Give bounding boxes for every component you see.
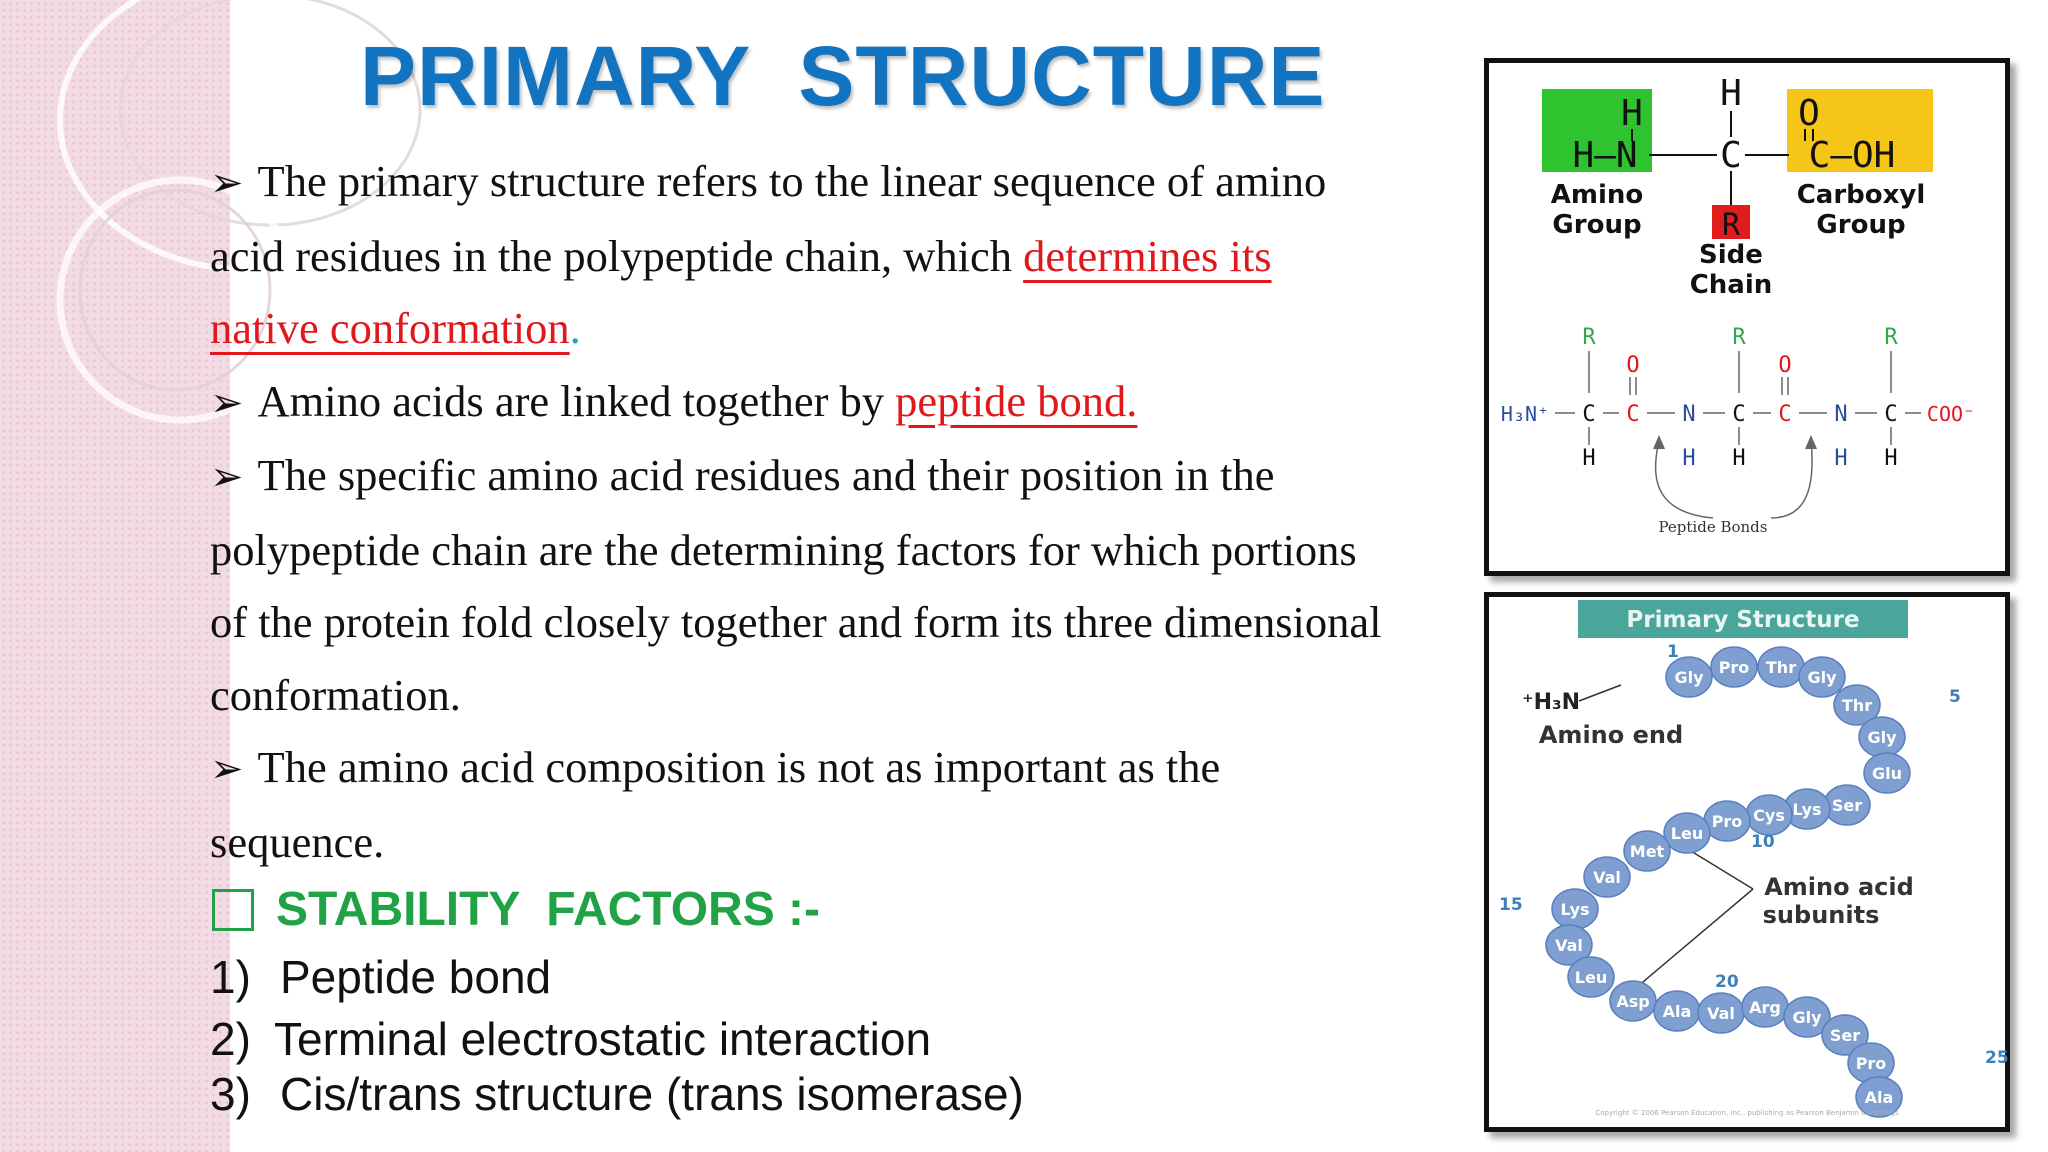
amino-acid-bead-label: Thr	[1841, 696, 1873, 715]
amino-acid-svg	[1489, 63, 2005, 571]
amino-acid-bead	[1610, 981, 1656, 1021]
amino-acid-bead-label: Ala	[1864, 1088, 1894, 1107]
factor-2: 2) Terminal electrostatic interaction	[210, 1013, 932, 1065]
subunits-label-2: subunits	[1762, 901, 1880, 929]
amino-acid-bead	[1758, 647, 1804, 687]
carboxyl-group-label: Carboxyl	[1796, 180, 1926, 210]
amino-acid-bead-label: Glu	[1871, 764, 1903, 783]
amino-acid-bead-label: Ala	[1662, 1002, 1692, 1021]
amino-acid-bead-label: Val	[1555, 936, 1583, 955]
nh-n: H–N	[1572, 135, 1638, 176]
peptide-o-2: O	[1778, 353, 1792, 378]
peptide-n-term: H₃N⁺	[1500, 402, 1550, 426]
arrow-bullet-icon: ➢	[210, 746, 244, 792]
amino-acid-bead	[1664, 813, 1710, 853]
side-chain-label-2: Chain	[1689, 270, 1773, 300]
amino-acid-bead	[1624, 831, 1670, 871]
amino-acid-bead-label: Thr	[1765, 658, 1797, 677]
peptide-c-1: C	[1582, 402, 1596, 427]
amino-acid-bead-label: Arg	[1749, 998, 1781, 1017]
amino-acid-bead-label: Leu	[1574, 968, 1608, 987]
peptide-c-2: C	[1626, 402, 1640, 427]
amino-acid-bead	[1864, 753, 1910, 793]
bullet-3	[210, 439, 1390, 731]
amino-acid-bead	[1552, 889, 1598, 929]
position-number-20: 20	[1715, 972, 1739, 992]
nh-h: H	[1621, 93, 1643, 134]
arrow-bullet-icon: ➢	[210, 160, 244, 206]
stability-heading-text: STABILITY FACTORS :-	[276, 883, 821, 936]
amino-acid-diagram	[1484, 58, 2010, 576]
peptide-r-1: R	[1582, 325, 1596, 350]
peptide-n-1: N	[1682, 402, 1696, 427]
amino-acid-bead	[1848, 1043, 1894, 1083]
amino-acid-bead-label: Lys	[1560, 900, 1590, 919]
peptide-r-2: R	[1732, 325, 1746, 350]
amino-acid-bead-label: Val	[1707, 1004, 1735, 1023]
peptide-r-3: R	[1884, 325, 1898, 350]
peptide-h-2: H	[1682, 446, 1696, 471]
carbonyl-o: O	[1798, 93, 1820, 134]
peptide-c-term: COO⁻	[1926, 402, 1976, 426]
peptide-h-5: H	[1884, 446, 1898, 471]
factor-1: 1) Peptide bond	[210, 951, 552, 1003]
amino-acid-bead-label: Pro	[1855, 1054, 1887, 1073]
bullet-4-text: The amino acid composition is not as important as the sequence.	[210, 742, 1221, 867]
amino-acid-bead	[1742, 987, 1788, 1027]
bullet-1-highlight: determines its native conformation	[210, 230, 1272, 353]
amino-acid-bead-label: Gly	[1792, 1008, 1822, 1027]
peptide-o-1: O	[1626, 353, 1640, 378]
carboxyl-coh: C–OH	[1808, 135, 1896, 176]
amino-acid-bead-label: Met	[1629, 842, 1665, 861]
page-title: PRIMARY STRUCTURE	[360, 29, 1326, 123]
amino-acid-bead	[1824, 785, 1870, 825]
peptide-bonds-caption: Peptide Bonds	[1658, 518, 1768, 536]
amino-acid-bead	[1711, 647, 1757, 687]
alpha-c: C	[1720, 135, 1742, 176]
stability-heading	[212, 882, 820, 937]
primary-structure-diagram	[1484, 592, 2010, 1132]
factor-3: 3) Cis/trans structure (trans isomerase)	[210, 1068, 1024, 1120]
amino-acid-bead-label: Asp	[1616, 992, 1650, 1011]
peptide-h-4: H	[1834, 446, 1848, 471]
amino-acid-bead-label: Ser	[1829, 1026, 1861, 1045]
position-number-1: 1	[1667, 642, 1679, 662]
primary-structure-svg	[1489, 597, 2009, 1127]
bullet-3-text: The specific amino acid residues and their position in the polypeptide chain are the determining factors for which portions of the protein fold closely together and form its three dimensional conformation.	[210, 450, 1382, 720]
peptide-n-2: N	[1834, 402, 1848, 427]
peptide-h-1: H	[1582, 446, 1596, 471]
arrow-bullet-icon: ➢	[210, 379, 244, 426]
amino-acid-bead	[1654, 991, 1700, 1031]
subunits-label: Amino acid	[1764, 873, 1914, 901]
carboxyl-group-label-2: Group	[1816, 210, 1906, 240]
amino-acid-bead-label: Gly	[1807, 668, 1837, 687]
bullet-2-text: Amino acids are linked together by	[257, 375, 896, 426]
amino-acid-bead-label: Ser	[1831, 796, 1863, 815]
peptide-c-5: C	[1884, 402, 1898, 427]
amino-acid-bead	[1698, 993, 1744, 1033]
amino-acid-bead-label: Cys	[1753, 806, 1785, 825]
amino-acid-bead-label: Val	[1593, 868, 1621, 887]
peptide-h-3: H	[1732, 446, 1746, 471]
amino-acid-bead-label: Pro	[1718, 658, 1750, 677]
bullet-1	[210, 145, 1390, 365]
amino-acid-bead-label: Gly	[1867, 728, 1897, 747]
bullet-4	[210, 731, 1390, 878]
amino-acid-bead-label: Gly	[1674, 668, 1704, 687]
position-number-15: 15	[1499, 895, 1523, 915]
structure-header: Primary Structure	[1626, 607, 1860, 633]
copyright-note: Copyright © 2006 Pearson Education, Inc., publishing as Pearson Benjamin Cummings	[1595, 1109, 1899, 1117]
amino-acid-bead	[1666, 657, 1712, 697]
bullet-1-text: The primary structure refers to the linear sequence of amino acid residues in the polypeptide chain, which	[210, 156, 1327, 281]
amino-end-formula: ⁺H₃N	[1521, 690, 1581, 715]
checkbox-square-icon	[212, 889, 254, 931]
side-chain-label: Side	[1699, 240, 1763, 270]
amino-acid-bead	[1568, 957, 1614, 997]
peptide-c-3: C	[1732, 402, 1746, 427]
amino-acid-bead	[1799, 657, 1845, 697]
body-text	[210, 145, 1390, 878]
bullet-1-end: .	[569, 303, 581, 353]
bullet-2	[210, 365, 1390, 440]
amino-acid-bead-label: Lys	[1792, 800, 1822, 819]
amino-acid-bead	[1859, 717, 1905, 757]
amino-acid-bead	[1584, 857, 1630, 897]
amino-end-label: Amino end	[1538, 721, 1684, 749]
position-number-5: 5	[1949, 687, 1961, 707]
amino-acid-bead	[1704, 801, 1750, 841]
amino-group-label: Amino	[1550, 180, 1644, 210]
position-number-10: 10	[1751, 832, 1775, 852]
position-number-25: 25	[1985, 1048, 2009, 1068]
peptide-c-4: C	[1778, 402, 1792, 427]
arrow-bullet-icon: ➢	[210, 454, 244, 500]
side-r: R	[1721, 208, 1741, 243]
alpha-h: H	[1720, 73, 1742, 114]
amino-acid-bead	[1746, 795, 1792, 835]
amino-group-label-2: Group	[1552, 210, 1642, 240]
amino-acid-bead-label: Pro	[1711, 812, 1743, 831]
amino-acid-bead-label: Leu	[1670, 824, 1704, 843]
bullet-2-highlight: peptide bond.	[895, 375, 1138, 426]
